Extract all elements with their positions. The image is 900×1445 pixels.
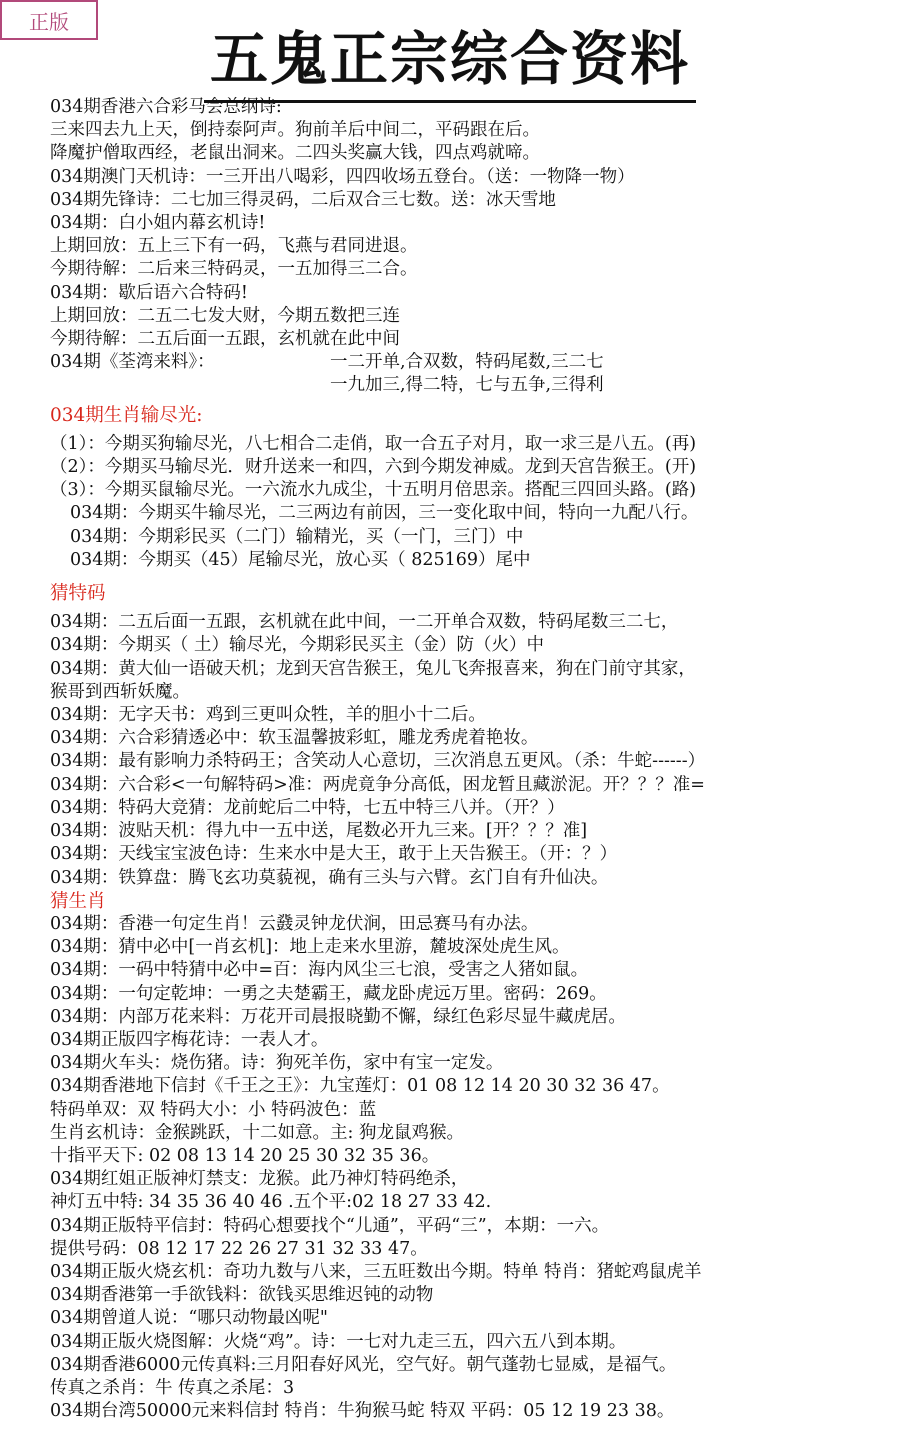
block2b-line: 034期：今期买牛输尽光，二三两边有前因，三一变化取中间，特向一九配八行。 (70, 503, 699, 524)
block4-line: 提供号码：08 12 17 22 26 27 31 32 33 47。 (50, 1238, 428, 1259)
quanwan-row-2 (50, 374, 890, 397)
block3-line: 034期：波贴天机：得九中一五中送，尾数必开九三来。[开？？？准] (50, 821, 588, 842)
block4-line: 034期：香港一句定生肖！云鼗灵钟龙伏涧，田忌赛马有办法。 (50, 913, 539, 934)
block1-line: 上期回放：二五二七发大财，今期五数把三连 (50, 305, 400, 326)
block4-line: 十指平天下: 02 08 13 14 20 25 30 32 35 36。 (50, 1145, 440, 1166)
page-title-text: 五鬼正宗综合资料 (204, 12, 696, 103)
quanwan-label: 034期《荃湾来料》： (50, 352, 215, 373)
block4-line: 034期火车头：烧伤猪。诗：狗死羊伤，家中有宝一定发。 (50, 1053, 504, 1074)
quanwan-spacer (50, 374, 330, 397)
block2-line: （1）：今期买狗输尽光，八七相合二走俏，取一合五子对月，取一求三是八五。(再) (50, 433, 697, 454)
block3-line: 034期：铁算盘：腾飞玄功莫藐视，确有三头与六臂。玄门自有升仙决。 (50, 867, 609, 888)
block1-line: 034期先锋诗：二七加三得灵码，二后双合三七数。送：冰天雪地 (50, 189, 556, 210)
block4-line: 034期台湾50000元来料信封 特肖：牛狗猴马蛇 特双 平码：05 12 19 23 38。 (50, 1401, 675, 1422)
block3-line: 034期：今期买（ 土）输尽光，今期彩民买主（金）防（火）中 (50, 635, 544, 656)
block4-line: 034期：猜中必中[一肖玄机]：地上走来水里游，麓坡深处虎生风。 (50, 937, 570, 958)
block3-line: 034期：特码大竞猜：龙前蛇后二中特，七五中特三八并。（开？） (50, 797, 565, 818)
block3-line: 034期：六合彩<一句解特码>准：两虎竟争分高低，困龙暂且藏淤泥。开？？？准= (50, 774, 705, 795)
main-content (50, 96, 890, 1423)
block1-line: 034期澳门天机诗：一三开出八喝彩，四四收场五登台。（送：一物降一物） (50, 166, 635, 187)
genuine-badge: 正版 (0, 0, 98, 40)
block4-line: 034期正版火烧图解：火烧“鸡”。诗：一七对九走三五，四六五八到本期。 (50, 1331, 627, 1352)
block4-line: 034期香港第一手欲钱料：欲钱买思维迟钝的动物 (50, 1285, 434, 1306)
block1-line: 034期：白小姐内幕玄机诗! (50, 213, 266, 234)
page-title (0, 12, 900, 103)
section-title-guess-zodiac: 猜生肖 (50, 890, 106, 912)
quanwan-line-1: 一二开单,合双数，特码尾数,三二七 (330, 352, 604, 373)
section-title-zodiac-lose: 034期生肖输尽光: (50, 404, 203, 426)
block3-line: 034期：天线宝宝波色诗：生来水中是大王，敢于上天告猴王。（开：？） (50, 844, 618, 865)
block2-line: （2）：今期买马输尽光．财升送来一和四，六到今期发神威。龙到天宫告猴王。(开) (50, 457, 697, 478)
block3-line: 034期：最有影响力杀特码王；含笑动人心意切，三次消息五更风。（杀：牛蛇------） (50, 751, 706, 772)
zodiac-lose-extra-block (50, 502, 890, 572)
block4-line: 034期香港6000元传真料:三月阳春好风光，空气好。朝气蓬勃七显威，是福气。 (50, 1354, 677, 1375)
block4-line: 特码单双：双 特码大小：小 特码波色：蓝 (50, 1099, 377, 1120)
block4-line: 神灯五中特: 34 35 36 40 46 .五个平:02 18 27 33 42. (50, 1192, 492, 1213)
block4-line: 034期：一句定乾坤：一勇之夫楚霸王，藏龙卧虎远万里。密码：269。 (50, 983, 607, 1004)
block2b-line: 034期：今期彩民买（二门）输精光，买（一门，三门）中 (70, 526, 524, 547)
quanwan-line-2: 一九加三,得二特，七与五争,三得利 (330, 375, 604, 396)
block1-line: 034期：歇后语六合特码! (50, 282, 248, 303)
block4-line: 传真之杀肖：牛 传真之杀尾：3 (50, 1377, 295, 1398)
quanwan-row-1 (50, 351, 890, 374)
block1-line: 上期回放：五上三下有一码，飞燕与君同进退。 (50, 236, 418, 257)
block4-line: 生肖玄机诗：金猴跳跃，十二如意。主: 狗龙鼠鸡猴。 (50, 1122, 464, 1143)
block3-line: 034期：黄大仙一语破天机；龙到天宫告猴王，兔儿飞奔报喜来，狗在门前守其家， (50, 658, 696, 679)
block3-line: 猴哥到西斩妖魔。 (50, 681, 190, 702)
block2-line: （3）：今期买鼠输尽光。一六流水九成尘，十五明月倍思亲。搭配三四回头路。(路) (50, 480, 697, 501)
block4-line: 034期：内部万花来料：万花开司晨报晓勤不懈，绿红色彩尽显牛藏虎居。 (50, 1006, 626, 1027)
guess-special-block (50, 611, 890, 889)
block4-line: 034期正版火烧玄机：奇功九数与八来，三五旺数出今期。特单 特肖：猪蛇鸡鼠虎羊 (50, 1261, 702, 1282)
block3-line: 034期：无字天书：鸡到三更叫众牲，羊的胆小十二后。 (50, 705, 486, 726)
block1-line: 今期待解：二五后面一五跟，玄机就在此中间 (50, 329, 400, 350)
section-title-guess-special: 猜特码 (50, 583, 106, 605)
block4-line: 034期红姐正版神灯禁支：龙猴。此乃神灯特码绝杀， (50, 1169, 469, 1190)
block1-line: 降魔护僧取西经，老鼠出洞来。二四头奖赢大钱，四点鸡就啼。 (50, 143, 540, 164)
block2b-line: 034期：今期买（45）尾输尽光，放心买（ 825169）尾中 (70, 549, 531, 570)
zodiac-lose-block (50, 433, 890, 503)
block4-line: 034期：一码中特猜中必中=百：海内风尘三七浪，受害之人猪如鼠。 (50, 960, 589, 981)
block4-line: 034期正版特平信封：特码心想要找个“儿通”，平码“三”，本期：一六。 (50, 1215, 610, 1236)
block3-line: 034期：二五后面一五跟，玄机就在此中间，一二开单合双数，特码尾数三二七， (50, 612, 679, 633)
intro-block (50, 96, 890, 351)
block1-line: 034期香港六合彩马会总纲诗: (50, 97, 282, 117)
guess-zodiac-block (50, 913, 890, 1423)
block4-line: 034期正版四字梅花诗：一表人才。 (50, 1029, 329, 1050)
block1-line: 三来四去九上天，倒持泰阿声。狗前羊后中间二，平码跟在后。 (50, 120, 540, 141)
block1-line: 今期待解：二后来三特码灵，一五加得三二合。 (50, 259, 418, 280)
block3-line: 034期：六合彩猜透必中：软玉温馨披彩虹，雕龙秀虎着艳妆。 (50, 728, 539, 749)
block4-line: 034期曾道人说：“哪只动物最凶呢" (50, 1308, 328, 1329)
block4-line: 034期香港地下信封《千王之王》：九宝莲灯：01 08 12 14 20 30 32 36 47。 (50, 1076, 670, 1097)
